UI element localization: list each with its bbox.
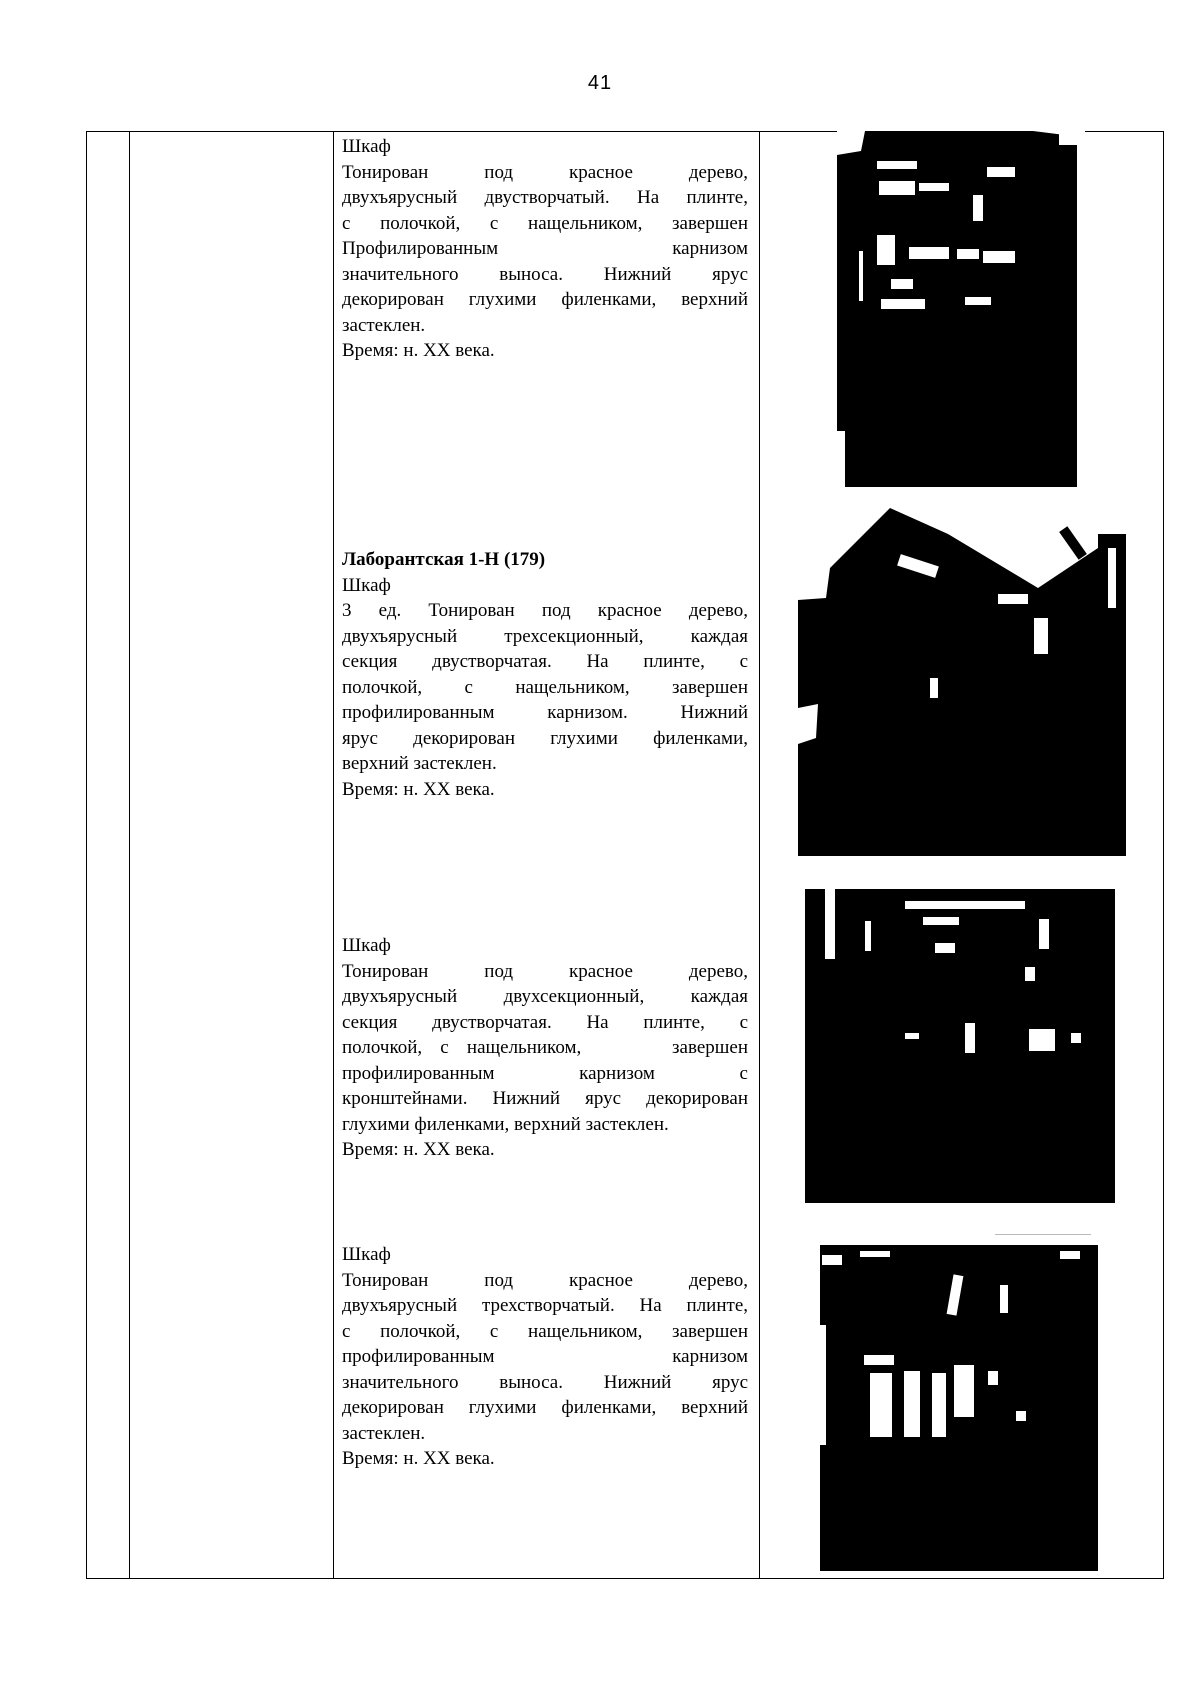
description-line: глухими филенками, верхний застеклен. bbox=[342, 1113, 669, 1135]
description-line: Профилированным карнизом bbox=[342, 238, 748, 259]
description-line: ярус декорирован глухими филенками, bbox=[342, 727, 748, 749]
entry-cabinet-3 bbox=[342, 933, 748, 1163]
item-title: Шкаф bbox=[342, 1244, 391, 1265]
description-line: полочкой, с нащельником, завершен bbox=[342, 1037, 748, 1058]
photo-edge-line bbox=[995, 1234, 1091, 1235]
cabinet-photo-3 bbox=[805, 883, 1115, 1203]
description-line: верхний застеклен. bbox=[342, 753, 497, 774]
description-line: профилированным карнизом bbox=[342, 1346, 748, 1367]
description-line: двухъярусный двустворчатый. На плинте, bbox=[342, 187, 748, 208]
item-title: Шкаф bbox=[342, 574, 391, 596]
column-divider-1 bbox=[129, 131, 130, 1579]
description-line: застеклен. bbox=[342, 1422, 426, 1444]
item-date: Время: н. XX века. bbox=[342, 1448, 495, 1469]
description-line: значительного выноса. Нижний ярус bbox=[342, 1371, 748, 1393]
description-line: секция двустворчатая. На плинте, с bbox=[342, 651, 748, 672]
room-heading: Лаборантская 1-Н (179) bbox=[342, 549, 546, 570]
page-number: 41 bbox=[587, 72, 613, 94]
description-line: Тонирован под красное дерево, bbox=[342, 1269, 748, 1291]
cabinet-photo-1 bbox=[837, 131, 1085, 487]
description-line: профилированным карнизом с bbox=[342, 1062, 748, 1084]
description-line: двухъярусный трехстворчатый. На плинте, bbox=[342, 1295, 748, 1316]
entry-cabinet-4 bbox=[342, 1242, 748, 1472]
column-divider-3 bbox=[759, 131, 760, 1579]
description-line: с полочкой, с нащельником, завершен bbox=[342, 212, 748, 234]
description-line: профилированным карнизом. Нижний bbox=[342, 702, 748, 723]
description-line: кронштейнами. Нижний ярус декорирован bbox=[342, 1088, 748, 1109]
cabinet-photo-2 bbox=[798, 508, 1126, 856]
column-divider-2 bbox=[333, 131, 334, 1579]
description-line: двухъярусный двухсекционный, каждая bbox=[342, 986, 748, 1007]
item-date: Время: н. XX века. bbox=[342, 1139, 495, 1160]
description-line: двухъярусный трехсекционный, каждая bbox=[342, 625, 748, 647]
description-line: Тонирован под красное дерево, bbox=[342, 161, 748, 183]
description-line: декорирован глухими филенками, верхний bbox=[342, 289, 748, 310]
item-title: Шкаф bbox=[342, 136, 391, 157]
description-line: значительного выноса. Нижний ярус bbox=[342, 263, 748, 285]
description-line: 3 ед. Тонирован под красное дерево, bbox=[342, 600, 748, 621]
description-line: декорирован глухими филенками, верхний bbox=[342, 1397, 748, 1418]
description-line: секция двустворчатая. На плинте, с bbox=[342, 1011, 748, 1033]
item-date: Время: н. XX века. bbox=[342, 340, 495, 361]
description-line: с полочкой, с нащельником, завершен bbox=[342, 1320, 748, 1342]
cabinet-photo-4 bbox=[820, 1245, 1098, 1571]
entry-cabinet-2 bbox=[342, 547, 748, 802]
entry-cabinet-1 bbox=[342, 134, 748, 364]
description-line: застеклен. bbox=[342, 314, 426, 336]
description-line: Тонирован под красное дерево, bbox=[342, 960, 748, 982]
item-date: Время: н. XX века. bbox=[342, 778, 495, 800]
item-title: Шкаф bbox=[342, 935, 391, 956]
description-line: полочкой, с нащельником, завершен bbox=[342, 676, 748, 698]
